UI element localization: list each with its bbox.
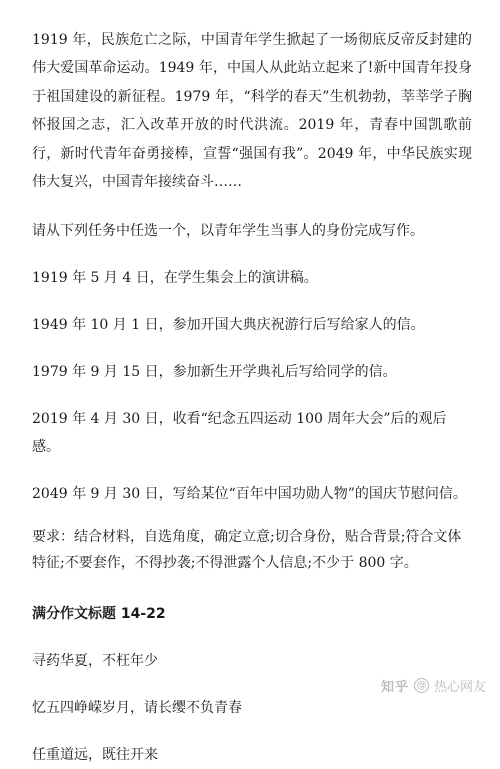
task-item-1919: 1919 年 5 月 4 日，在学生集会上的演讲稿。 bbox=[32, 270, 318, 287]
watermark-brand: 知乎 bbox=[380, 680, 409, 695]
requirements-paragraph: 要求：结合材料，自选角度，确定立意;切合身份，贴合背景;符合文体特征;不要套作，不得抄袭;不得泄露个人信息;不少于 800 字。 bbox=[32, 529, 462, 572]
task-item-2049: 2049 年 9 月 30 日，写给某位“百年中国功勋人物”的国庆节慰问信。 bbox=[32, 486, 467, 503]
intro-paragraph: 1919 年，民族危亡之际，中国青年学生掀起了一场彻底反帝反封建的伟大爱国革命运动。1949 年，中国人从此站立起来了!新中国青年投身于祖国建设的新征程。1979 年，“科学的春天”生机勃勃，莘莘学子胸怀报国之志，汇入改革开放的时代洪流。2019 年，青春中国凯歌前行，新时代青年奋勇接棒，宣誓“强国有我”。2049 年，中华民族实现伟大复兴，中国青年接续奋斗…… bbox=[32, 32, 472, 191]
task-item-2019: 2019 年 4 月 30 日，收看“纪念五四运动 100 周年大会”后的观后感。 bbox=[32, 411, 447, 456]
document-body bbox=[32, 26, 472, 769]
at-icon: @ bbox=[414, 678, 429, 693]
section-heading: 满分作文标题 14-22 bbox=[32, 606, 166, 623]
task-item-1979: 1979 年 9 月 15 日，参加新生开学典礼后写给同学的信。 bbox=[32, 364, 397, 381]
essay-title-2: 忆五四峥嵘岁月，请长缨不负青春 bbox=[32, 700, 242, 717]
task-prompt: 请从下列任务中任选一个，以青年学生当事人的身份完成写作。 bbox=[32, 223, 424, 240]
watermark-user: 热心网友 bbox=[433, 680, 486, 695]
task-item-1949: 1949 年 10 月 1 日，参加开国大典庆祝游行后写给家人的信。 bbox=[32, 317, 425, 334]
zhihu-watermark bbox=[381, 676, 486, 695]
essay-title-1: 寻药华夏，不枉年少 bbox=[32, 653, 158, 670]
essay-title-3: 任重道远，既往开来 bbox=[32, 747, 158, 764]
